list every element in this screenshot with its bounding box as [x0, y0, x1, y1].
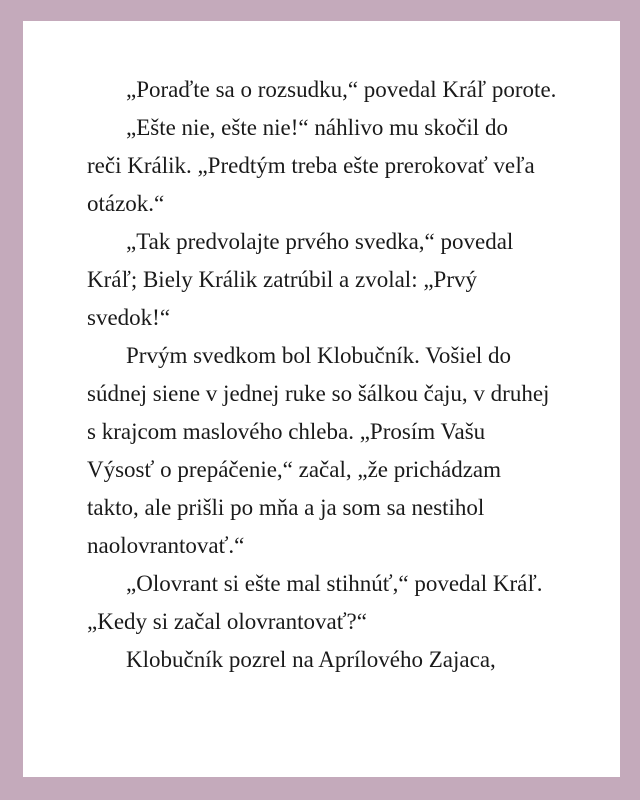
- text-line: s krajcom maslového chleba. „Prosím Vašu: [87, 419, 486, 444]
- text-line: takto, ale prišli po mňa a ja som sa nestihol: [87, 495, 485, 520]
- text-line: „Tak predvolajte prvého svedka,“ povedal: [126, 229, 514, 254]
- text-line: Prvým svedkom bol Klobučník. Vošiel do: [126, 343, 512, 368]
- text-line: „Olovrant si ešte mal stihnúť,“ povedal Kráľ.: [126, 571, 543, 596]
- text-line: Klobučník pozrel na Aprílového Zajaca,: [126, 647, 496, 672]
- text-line: otázok.“: [87, 191, 165, 216]
- text-line: „Poraďte sa o rozsudku,“ povedal Kráľ porote.: [126, 77, 557, 102]
- text-line: Výsosť o prepáčenie,“ začal, „že prichádzam: [87, 457, 502, 482]
- text-line: naolovrantovať.“: [87, 533, 245, 558]
- text-line: svedok!“: [87, 305, 171, 330]
- text-line: súdnej siene v jednej ruke so šálkou čaju, v druhej: [87, 381, 550, 406]
- text-line: „Ešte nie, ešte nie!“ náhlivo mu skočil do: [126, 115, 508, 140]
- text-line: Kráľ; Biely Králik zatrúbil a zvolal: „Prvý: [87, 267, 478, 292]
- book-page: [23, 21, 620, 777]
- text-line: reči Králik. „Predtým treba ešte prerokovať veľa: [87, 153, 535, 178]
- text-line: „Kedy si začal olovrantovať?“: [87, 609, 367, 634]
- page-text: [87, 71, 607, 679]
